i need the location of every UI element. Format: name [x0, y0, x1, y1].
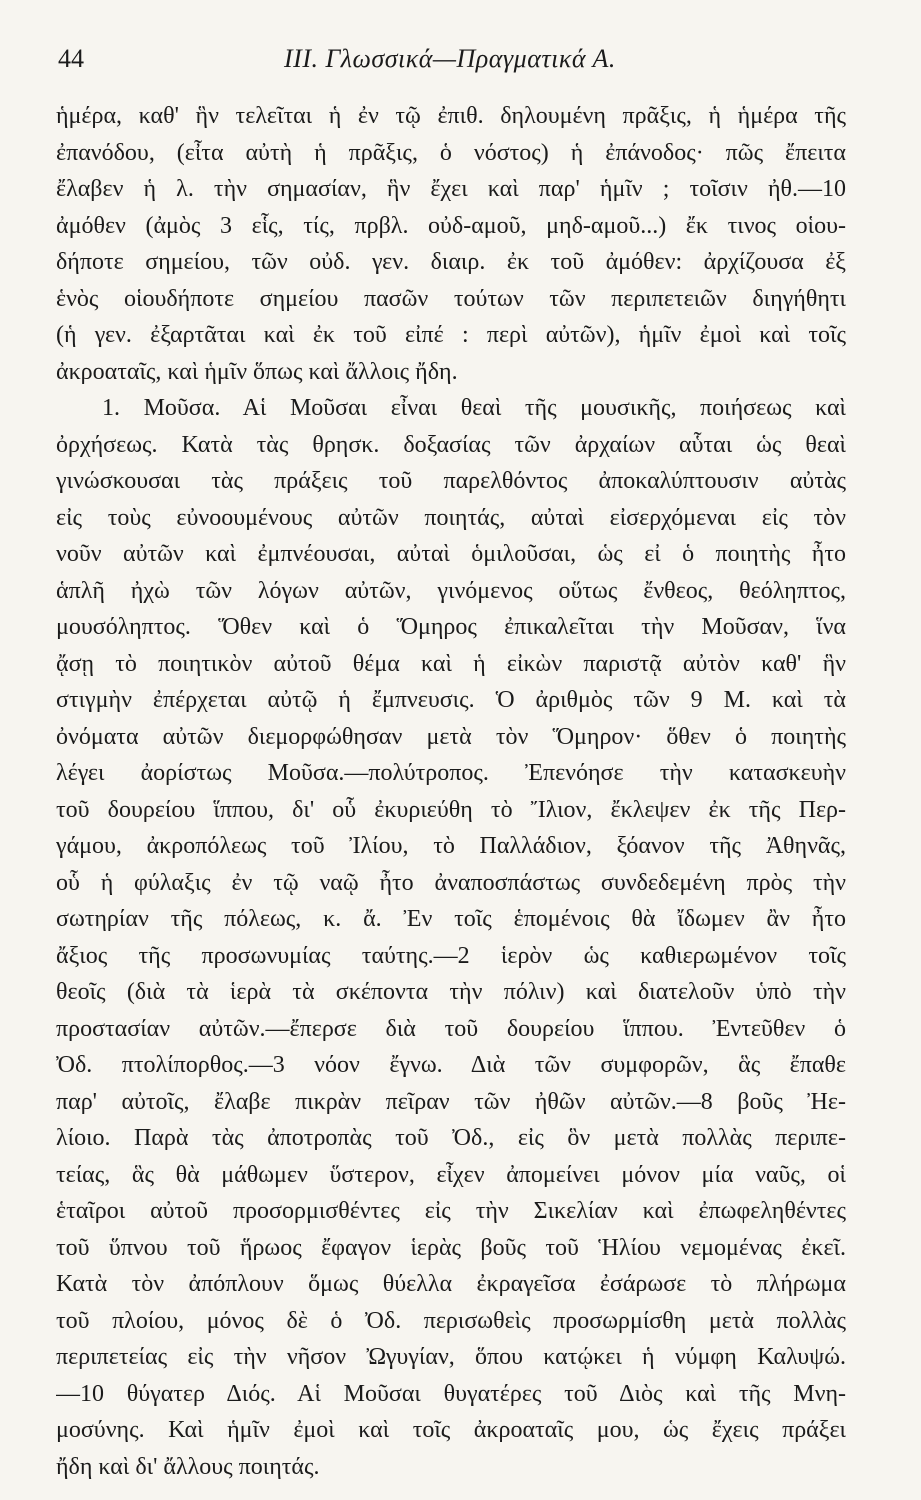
- text-line: γάμου, ἀκροπόλεως τοῦ Ἰλίου, τὸ Παλλάδιον, ξόανον τῆς Ἀθηνᾶς,: [56, 833, 846, 859]
- text-line: ἄξιος τῆς προσωνυμίας ταύτης.—2 ἱερὸν ὡς καθιερωμένον τοῖς: [56, 942, 846, 969]
- text-line: τοῦ πλοίου, μόνος δὲ ὁ Ὀδ. περισωθεὶς προσωρμίσθη μετὰ πολλὰς: [56, 1307, 846, 1334]
- text-line: 1. Μοῦσα. Αἱ Μοῦσαι εἶναι θεαὶ τῆς μουσικῆς, ποιήσεως καὶ: [102, 395, 846, 421]
- commentary-text: [56, 98, 846, 1485]
- text-line: δήποτε σημείου, τῶν οὐδ. γεν. διαιρ. ἐκ τοῦ ἀμόθεν: ἀρχίζουσα ἐξ: [56, 249, 846, 275]
- text-line: ἔλαβεν ἡ λ. τὴν σημασίαν, ἣν ἔχει καὶ παρ' ἡμῖν ; τοῖσιν ἠθ.—10: [56, 176, 846, 202]
- text-line: θεοῖς (διὰ τὰ ἱερὰ τὰ σκέποντα τὴν πόλιν) καὶ διατελοῦν ὑπὸ τὴν: [56, 979, 846, 1005]
- text-line: ὀνόματα αὐτῶν διεμορφώθησαν μετὰ τὸν Ὅμηρον· ὅθεν ὁ ποιητὴς: [56, 723, 846, 750]
- text-line: προστασίαν αὐτῶν.—ἔπερσε διὰ τοῦ δουρείου ἵππου. Ἐντεῦθεν ὁ: [56, 1015, 846, 1042]
- text-line: ἁπλῆ ἠχὼ τῶν λόγων αὐτῶν, γινόμενος οὕτως ἔνθεος, θεόληπτος,: [56, 577, 846, 604]
- text-line: περιπετείας εἰς τὴν νῆσον Ὠγυγίαν, ὅπου κατῴκει ἡ νύμφη Καλυψώ.: [56, 1344, 846, 1370]
- text-line: μοσύνης. Καὶ ἡμῖν ἐμοὶ καὶ τοῖς ἀκροαταῖς μου, ὡς ἔχεις πράξει: [56, 1417, 846, 1443]
- text-line: τείας, ἃς θὰ μάθωμεν ὕστερον, εἶχεν ἀπομείνει μόνον μία ναῦς, οἱ: [56, 1161, 846, 1188]
- text-line: σωτηρίαν τῆς πόλεως, κ. ἄ. Ἐν τοῖς ἑπομένοις θὰ ἴδωμεν ἂν ἦτο: [56, 906, 846, 932]
- text-line: τοῦ δουρείου ἵππου, δι' οὗ ἐκυριεύθη τὸ Ἴλιον, ἔκλεψεν ἐκ τῆς Περ-: [56, 796, 846, 823]
- text-line: ἑταῖροι αὐτοῦ προσορμισθέντες εἰς τὴν Σικελίαν καὶ ἐπωφεληθέντες: [56, 1198, 846, 1224]
- text-line: μουσόληπτος. Ὅθεν καὶ ὁ Ὅμηρος ἐπικαλεῖται τὴν Μοῦσαν, ἵνα: [56, 614, 846, 640]
- text-line: λίοιο. Παρὰ τὰς ἀποτροπὰς τοῦ Ὀδ., εἰς ὃν μετὰ πολλὰς περιπε-: [56, 1125, 846, 1151]
- page-number: 44: [58, 44, 84, 73]
- text-line: ἑνὸς οἱουδήποτε σημείου πασῶν τούτων τῶν περιπετειῶν διηγήθητι: [56, 285, 846, 312]
- text-line: ἤδη καὶ δι' ἄλλους ποιητάς.: [56, 1453, 320, 1480]
- text-line: Ὀδ. πτολίπορθος.—3 νόον ἔγνω. Διὰ τῶν συμφορῶν, ἃς ἔπαθε: [56, 1052, 846, 1078]
- text-line: ἡμέρα, καθ' ἣν τελεῖται ἡ ἐν τῷ ἐπιθ. δηλουμένη πρᾶξις, ἡ ἡμέρα τῆς: [56, 103, 846, 129]
- text-line: γινώσκουσαι τὰς πράξεις τοῦ παρελθόντος ἀποκαλύπτουσιν αὐτὰς: [56, 468, 846, 494]
- text-line: (ἡ γεν. ἐξαρτᾶται καὶ ἐκ τοῦ εἰπέ : περὶ αὐτῶν), ἡμῖν ἐμοὶ καὶ τοῖς: [56, 322, 846, 348]
- text-line: ἀμόθεν (ἀμὸς 3 εἷς, τίς, πρβλ. οὐδ-αμοῦ, μηδ-αμοῦ...) ἔκ τινος οἱου-: [56, 212, 846, 239]
- text-line: νοῦν αὐτῶν καὶ ἐμπνέουσαι, αὐταὶ ὁμιλοῦσαι, ὡς εἰ ὁ ποιητὴς ἦτο: [56, 541, 846, 567]
- text-line: —10 θύγατερ Διός. Αἱ Μοῦσαι θυγατέρες τοῦ Διὸς καὶ τῆς Μνη-: [56, 1380, 846, 1407]
- text-line: ᾄσῃ τὸ ποιητικὸν αὐτοῦ θέμα καὶ ἡ εἰκὼν παριστᾷ αὐτὸν καθ' ἣν: [56, 650, 846, 677]
- text-line: εἰς τοὺς εὐνοουμένους αὐτῶν ποιητάς, αὐταὶ εἰσερχόμεναι εἰς τὸν: [56, 504, 846, 531]
- text-line: ὀρχήσεως. Κατὰ τὰς θρησκ. δοξασίας τῶν ἀρχαίων αὗται ὡς θεαὶ: [56, 431, 846, 458]
- running-head: III. Γλωσσικά—Πραγματικά Α.: [284, 44, 616, 73]
- text-line: Κατὰ τὸν ἀπόπλουν ὅμως θύελλα ἐκραγεῖσα ἐσάρωσε τὸ πλήρωμα: [56, 1271, 846, 1297]
- text-line: παρ' αὐτοῖς, ἔλαβε πικρὰν πεῖραν τῶν ἠθῶν αὐτῶν.—8 βοῦς Ἠε-: [56, 1088, 846, 1115]
- text-line: λέγει ἀορίστως Μοῦσα.—πολύτροπος. Ἐπενόησε τὴν κατασκευὴν: [56, 760, 846, 786]
- text-line: ἀκροαταῖς, καὶ ἡμῖν ὅπως καὶ ἄλλοις ἤδη.: [56, 358, 458, 385]
- text-line: τοῦ ὕπνου τοῦ ἥρωος ἔφαγον ἱερὰς βοῦς τοῦ Ἡλίου νεμομένας ἐκεῖ.: [56, 1234, 846, 1261]
- text-line: στιγμὴν ἐπέρχεται αὐτῷ ἡ ἔμπνευσις. Ὁ ἀριθμὸς τῶν 9 Μ. καὶ τὰ: [56, 687, 846, 713]
- text-line: ἐπανόδου, (εἶτα αὐτὴ ἡ πρᾶξις, ὁ νόστος) ἡ ἐπάνοδος· πῶς ἔπειτα: [56, 139, 846, 166]
- text-line: οὗ ἡ φύλαξις ἐν τῷ ναῷ ἦτο ἀναποσπάστως συνδεδεμένη πρὸς τὴν: [56, 869, 846, 896]
